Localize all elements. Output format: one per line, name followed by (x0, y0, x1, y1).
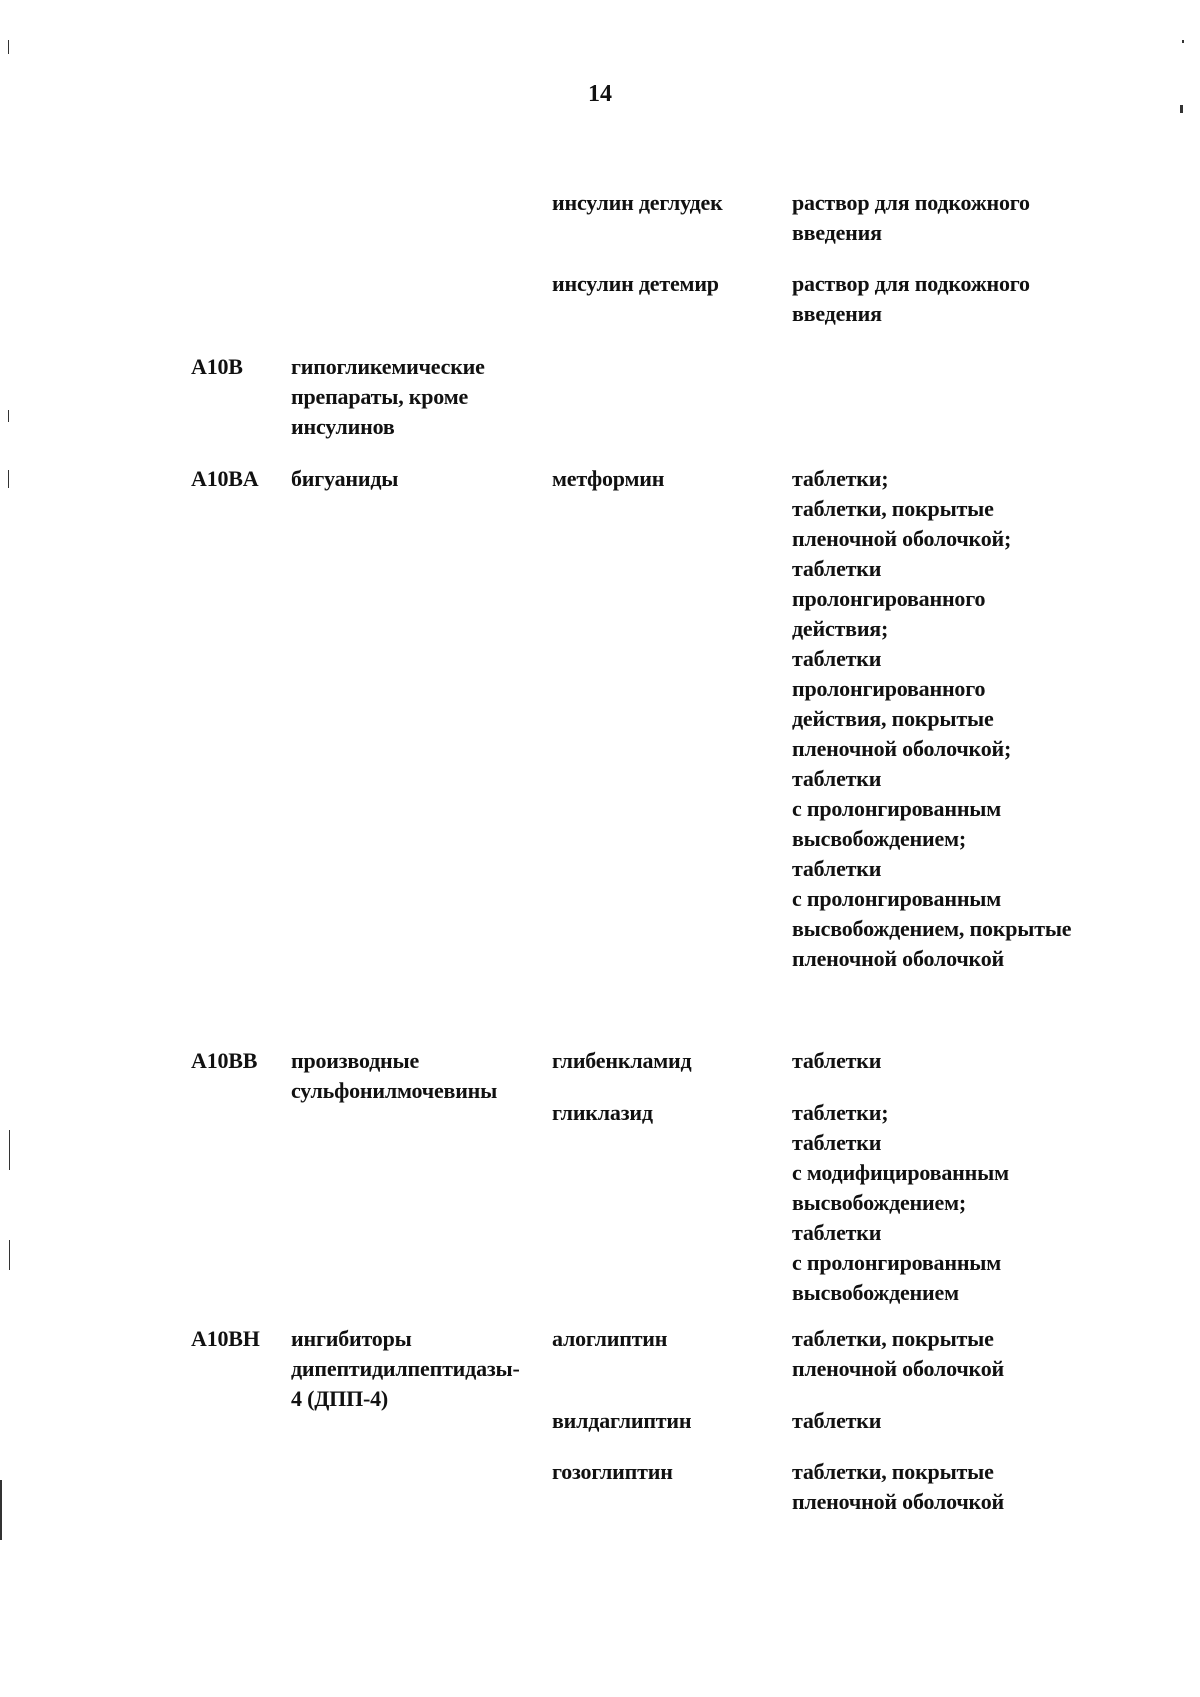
drug-name: глибенкламид (552, 1048, 692, 1073)
dosage-form: таблетки, покрытые пленочной оболочкой (792, 1459, 1005, 1514)
dosage-form: таблетки; таблетки, покрытые пленочной оболочкой; таблетки пролонгированного действия; таблетки пролонгированного действия, покрытые пленочной оболочкой; таблетки с пролонгированным высвобождением; таблетки с пролонгированным высвобождением, покрытые пленочной оболочкой (792, 466, 1072, 971)
scan-artifact (9, 1130, 10, 1170)
dosage-form: таблетки (792, 1048, 882, 1073)
scan-artifact (8, 410, 9, 422)
atc-code: A10BA (191, 466, 259, 491)
group-name: ингибиторы дипептидилпептидазы- 4 (ДПП-4) (291, 1326, 520, 1411)
drug-name: гликлазид (552, 1100, 653, 1125)
atc-code: A10B (191, 354, 243, 379)
page-number: 14 (588, 81, 612, 107)
scan-artifact (9, 1240, 10, 1270)
drug-name: гозоглиптин (552, 1459, 673, 1484)
scan-artifact (1180, 105, 1183, 113)
scan-artifact (8, 40, 9, 54)
dosage-form: таблетки (792, 1408, 882, 1433)
scan-artifact (1182, 40, 1184, 43)
group-name: производные сульфонилмочевины (291, 1048, 498, 1103)
scan-artifact (8, 470, 9, 488)
scan-artifact (0, 1480, 2, 1540)
dosage-form: таблетки, покрытые пленочной оболочкой (792, 1326, 1005, 1381)
atc-code: A10BH (191, 1326, 260, 1351)
dosage-form: таблетки; таблетки с модифицированным высвобождением; таблетки с пролонгированным высвобождением (792, 1100, 1009, 1305)
drug-name: инсулин детемир (552, 271, 719, 296)
drug-name: вилдаглиптин (552, 1408, 692, 1433)
atc-code: A10BB (191, 1048, 258, 1073)
drug-name: алоглиптин (552, 1326, 668, 1351)
drug-name: инсулин деглудек (552, 190, 723, 215)
group-name: бигуаниды (291, 466, 399, 491)
dosage-form: раствор для подкожного введения (792, 190, 1030, 245)
dosage-form: раствор для подкожного введения (792, 271, 1030, 326)
drug-name: метформин (552, 466, 665, 491)
group-name: гипогликемические препараты, кроме инсулинов (291, 354, 485, 439)
